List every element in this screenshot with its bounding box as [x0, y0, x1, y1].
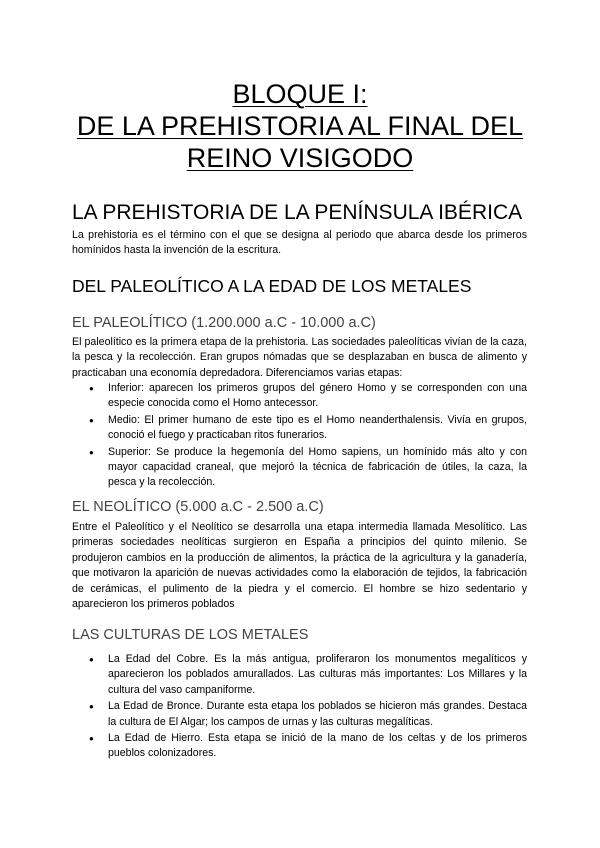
subsection-title: DEL PALEOLÍTICO A LA EDAD DE LOS METALES [72, 276, 472, 296]
bullet-icon: ● [89, 655, 94, 664]
list-item-text: Superior: Se produce la hegemonía del Homo sapiens, un homínido más alto y con mayor capacidad craneal, que mejoró la técnica de fabricación de útiles, la caza, la pesca y la recolección. [108, 445, 527, 489]
neolitico-paragraph: Entre el Paleolítico y el Neolítico se desarrolla una etapa intermedia llamada Mesolítico. Las primeras sociedades neolíticas surgieron en España a principios del quinto milenio. Se produjeron cambios en la producción de alimentos, la práctica de la agricultura y la ganadería, que motivaron la aparición de nuevas actividades como la elaboración de tejidos, la fabricación de cerámicas, el pulimento de la piedra y el comercio. El hombre se hizo sedentario y aparecieron los primeros poblados [72, 521, 527, 611]
paleolitico-heading: EL PALEOLÍTICO (1.200.000 a.C - 10.000 a.C) [72, 315, 376, 331]
list-item [72, 731, 527, 762]
bullet-icon: ● [89, 702, 94, 712]
section-title: LA PREHISTORIA DE LA PENÍNSULA IBÉRICA [72, 201, 523, 224]
paleolitico-list [72, 381, 527, 492]
bullet-icon: ● [89, 415, 94, 425]
bullet-icon: ● [89, 384, 94, 393]
metales-heading: LAS CULTURAS DE LOS METALES [72, 627, 309, 643]
list-item [72, 445, 527, 491]
list-item-text: Medio: El primer humano de este tipo es el Homo neanderthalensis. Vivía en grupos, conoció el fuego y practicaban ritos funerarios. [108, 413, 527, 442]
list-item [72, 652, 527, 698]
intro-paragraph: La prehistoria es el término con el que se designa al periodo que abarca desde los primeros homínidos hasta la invención de la escritura. [72, 229, 527, 257]
list-item [72, 413, 527, 444]
list-item-text: La Edad del Cobre. Es la más antigua, proliferaron los monumentos megalíticos y aparecieron los poblados amurallados. Las culturas más importantes: Los Millares y la cultura del vaso campaniforme. [108, 653, 527, 696]
bullet-icon: ● [89, 447, 94, 457]
paleolitico-paragraph: El paleolítico es la primera etapa de la prehistoria. Las sociedades paleolíticas vivían de la caza, la pesca y la recolección. Eran grupos nómadas que se desplazaban en busca de alimento y practicaban una economía depredadora. Diferenciamos varias etapas: [72, 336, 527, 379]
title-line-2: DE LA PREHISTORIA AL FINAL DEL [76, 111, 524, 141]
list-item [72, 381, 527, 412]
title-line-3: REINO VISIGODO [186, 143, 414, 173]
list-item-text: La Edad de Hierro. Esta etapa se inició de la mano de los celtas y de los primeros pueblos colonizadores. [108, 732, 527, 760]
title-line-1: BLOQUE I: [232, 79, 368, 109]
neolitico-heading: EL NEOLÍTICO (5.000 a.C - 2.500 a.C) [72, 499, 324, 515]
list-item-text: La Edad de Bronce. Durante esta etapa los poblados se hicieron más grandes. Destaca la cultura de El Algar; los campos de urnas y las culturas megalíticas. [108, 700, 527, 728]
bullet-icon: ● [89, 734, 94, 744]
list-item [72, 699, 527, 730]
metales-list [72, 652, 527, 763]
list-item-text: Inferior: aparecen los primeros grupos del género Homo y se corresponden con una especie conocida como el Homo antecessor. [108, 382, 527, 410]
